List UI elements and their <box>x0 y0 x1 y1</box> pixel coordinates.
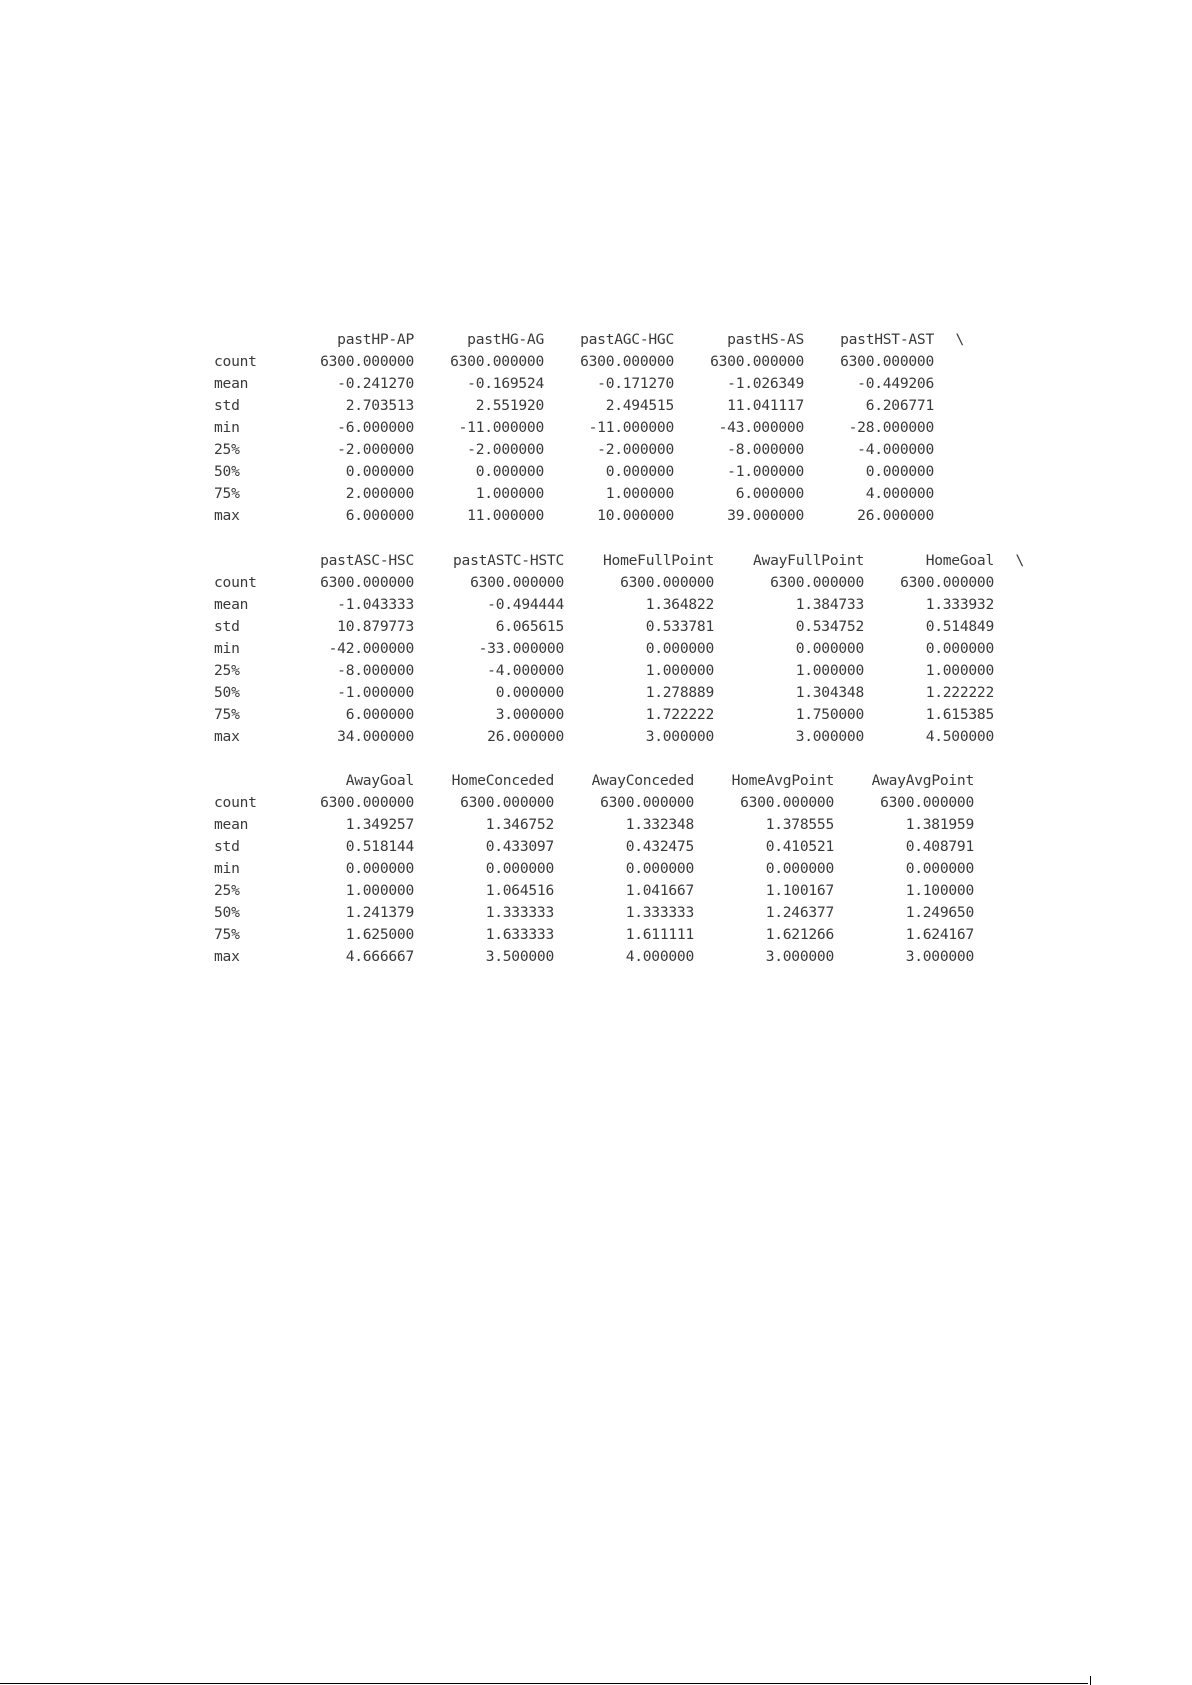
table-cell: 6300.000000 <box>840 353 934 370</box>
row-label: std <box>214 838 240 855</box>
table-cell: 1.100167 <box>765 882 834 899</box>
row-label: std <box>214 397 240 414</box>
table-cell: 1.333333 <box>625 904 694 921</box>
table-cell: -1.000000 <box>337 684 414 701</box>
table-cell: 6300.000000 <box>580 353 674 370</box>
column-header: AwayConceded <box>591 772 694 789</box>
column-header: pastASC-HSC <box>320 552 414 569</box>
table-cell: 0.514849 <box>925 618 994 635</box>
table-cell: 6.000000 <box>345 706 414 723</box>
table-cell: 4.000000 <box>625 948 694 965</box>
table-cell: 1.333333 <box>485 904 554 921</box>
table-cell: 0.408791 <box>905 838 974 855</box>
column-header: AwayFullPoint <box>753 552 864 569</box>
table-cell: 1.364822 <box>645 596 714 613</box>
table-row <box>214 594 1024 616</box>
table-cell: 0.000000 <box>625 860 694 877</box>
index-header <box>214 329 284 351</box>
table-cell: 0.000000 <box>485 860 554 877</box>
table-cell: 1.000000 <box>645 662 714 679</box>
table-cell: 2.703513 <box>345 397 414 414</box>
table-row <box>214 483 964 505</box>
table-cell: 6300.000000 <box>620 574 714 591</box>
table-cell: 26.000000 <box>487 728 564 745</box>
table-cell: 6300.000000 <box>880 794 974 811</box>
table-row <box>214 395 964 417</box>
table-cell: -8.000000 <box>727 441 804 458</box>
table-cell: 6300.000000 <box>460 794 554 811</box>
table-row <box>214 682 1024 704</box>
table-row <box>214 792 974 814</box>
table-row <box>214 726 1024 748</box>
table-cell: 2.000000 <box>345 485 414 502</box>
row-label: max <box>214 728 240 745</box>
table-cell: 1.249650 <box>905 904 974 921</box>
row-label: 25% <box>214 882 240 899</box>
table-cell: 6300.000000 <box>600 794 694 811</box>
table-row <box>214 836 974 858</box>
column-header: HomeFullPoint <box>603 552 714 569</box>
table-cell: 1.304348 <box>795 684 864 701</box>
column-header: pastHG-AG <box>467 331 544 348</box>
table-cell: 0.534752 <box>795 618 864 635</box>
table-cell: 6300.000000 <box>450 353 544 370</box>
table-header-row <box>214 550 1024 572</box>
table-row <box>214 461 964 483</box>
table-cell: 39.000000 <box>727 507 804 524</box>
table-cell: 0.000000 <box>495 684 564 701</box>
table-cell: 1.000000 <box>925 662 994 679</box>
table-cell: 1.332348 <box>625 816 694 833</box>
table-row <box>214 572 1024 594</box>
table-cell: 1.064516 <box>485 882 554 899</box>
table-cell: 11.041117 <box>727 397 804 414</box>
table-cell: -4.000000 <box>487 662 564 679</box>
table-cell: -33.000000 <box>478 640 564 657</box>
table-cell: 1.621266 <box>765 926 834 943</box>
table-cell: 1.381959 <box>905 816 974 833</box>
table-cell: 1.100000 <box>905 882 974 899</box>
column-header: pastASTC-HSTC <box>453 552 564 569</box>
table-cell: 6300.000000 <box>320 353 414 370</box>
row-label: count <box>214 794 257 811</box>
table-cell: 1.000000 <box>475 485 544 502</box>
table-cell: -0.169524 <box>467 375 544 392</box>
table-cell: 3.000000 <box>795 728 864 745</box>
column-header: AwayGoal <box>345 772 414 789</box>
table-row <box>214 351 964 373</box>
table-cell: 0.000000 <box>905 860 974 877</box>
table-cell: 26.000000 <box>857 507 934 524</box>
row-label: max <box>214 507 240 524</box>
column-header: pastAGC-HGC <box>580 331 674 348</box>
table-cell: -0.171270 <box>597 375 674 392</box>
table-cell: 0.000000 <box>345 463 414 480</box>
table-cell: 3.500000 <box>485 948 554 965</box>
table-cell: 1.222222 <box>925 684 994 701</box>
table-cell: 1.750000 <box>795 706 864 723</box>
table-cell: 0.000000 <box>475 463 544 480</box>
table-cell: 1.615385 <box>925 706 994 723</box>
table-cell: -4.000000 <box>857 441 934 458</box>
table-cell: 1.611111 <box>625 926 694 943</box>
table-cell: 1.384733 <box>795 596 864 613</box>
table-row <box>214 946 974 968</box>
table-row <box>214 902 974 924</box>
continuation-mark: \ <box>955 331 964 348</box>
table-cell: 6.000000 <box>735 485 804 502</box>
table-row <box>214 417 964 439</box>
index-header <box>214 550 284 572</box>
table-cell: -1.043333 <box>337 596 414 613</box>
table-cell: 0.432475 <box>625 838 694 855</box>
column-header: HomeAvgPoint <box>731 772 834 789</box>
row-label: 75% <box>214 926 240 943</box>
table-row <box>214 880 974 902</box>
table-cell: -43.000000 <box>718 419 804 436</box>
table-cell: 6300.000000 <box>320 574 414 591</box>
table-cell: -11.000000 <box>458 419 544 436</box>
table-cell: 1.000000 <box>345 882 414 899</box>
continuation-mark: \ <box>1015 552 1024 569</box>
column-header: HomeConceded <box>451 772 554 789</box>
row-label: 25% <box>214 441 240 458</box>
table-cell: -2.000000 <box>467 441 544 458</box>
row-label: min <box>214 640 240 657</box>
table-cell: 1.000000 <box>605 485 674 502</box>
row-label: mean <box>214 816 249 833</box>
table-cell: 1.241379 <box>345 904 414 921</box>
table-cell: 1.722222 <box>645 706 714 723</box>
row-label: min <box>214 419 240 436</box>
table-cell: 1.000000 <box>795 662 864 679</box>
column-header: AwayAvgPoint <box>871 772 974 789</box>
page-footer-tick <box>1090 1676 1091 1685</box>
table-cell: 0.433097 <box>485 838 554 855</box>
table-row <box>214 638 1024 660</box>
row-label: max <box>214 948 240 965</box>
column-header: pastHP-AP <box>337 331 414 348</box>
row-label: 75% <box>214 485 240 502</box>
row-label: mean <box>214 596 249 613</box>
table-cell: 0.000000 <box>345 860 414 877</box>
table-cell: 2.494515 <box>605 397 674 414</box>
table-cell: 3.000000 <box>905 948 974 965</box>
row-label: 50% <box>214 463 240 480</box>
table-cell: 6300.000000 <box>320 794 414 811</box>
table-row <box>214 505 964 527</box>
table-cell: 0.518144 <box>345 838 414 855</box>
table-cell: -2.000000 <box>597 441 674 458</box>
table-cell: 0.000000 <box>865 463 934 480</box>
table-cell: 0.000000 <box>765 860 834 877</box>
describe-table-3 <box>214 770 974 968</box>
table-cell: 4.500000 <box>925 728 994 745</box>
index-header <box>214 770 284 792</box>
table-cell: -6.000000 <box>337 419 414 436</box>
table-cell: 0.000000 <box>925 640 994 657</box>
table-cell: 34.000000 <box>337 728 414 745</box>
table-cell: 6300.000000 <box>900 574 994 591</box>
table-cell: -8.000000 <box>337 662 414 679</box>
table-cell: 1.246377 <box>765 904 834 921</box>
table-cell: 1.041667 <box>625 882 694 899</box>
table-cell: 1.278889 <box>645 684 714 701</box>
table-cell: 1.349257 <box>345 816 414 833</box>
table-row <box>214 660 1024 682</box>
table-cell: 3.000000 <box>765 948 834 965</box>
table-row <box>214 439 964 461</box>
table-cell: 2.551920 <box>475 397 544 414</box>
table-row <box>214 924 974 946</box>
table-cell: 6.000000 <box>345 507 414 524</box>
table-header-row <box>214 329 964 351</box>
table-cell: 1.633333 <box>485 926 554 943</box>
table-header-row <box>214 770 974 792</box>
table-cell: -11.000000 <box>588 419 674 436</box>
row-label: 75% <box>214 706 240 723</box>
table-cell: 0.410521 <box>765 838 834 855</box>
table-cell: -42.000000 <box>328 640 414 657</box>
describe-table-1 <box>214 329 964 527</box>
table-cell: 0.000000 <box>605 463 674 480</box>
row-label: 50% <box>214 904 240 921</box>
column-header: pastHST-AST <box>840 331 934 348</box>
row-label: std <box>214 618 240 635</box>
table-cell: 10.879773 <box>337 618 414 635</box>
table-cell: 1.625000 <box>345 926 414 943</box>
table-cell: -0.449206 <box>857 375 934 392</box>
row-label: 50% <box>214 684 240 701</box>
row-label: count <box>214 574 257 591</box>
table-cell: 6300.000000 <box>770 574 864 591</box>
table-cell: -1.026349 <box>727 375 804 392</box>
table-cell: 6300.000000 <box>710 353 804 370</box>
table-cell: 3.000000 <box>645 728 714 745</box>
table-cell: 6300.000000 <box>740 794 834 811</box>
table-cell: 11.000000 <box>467 507 544 524</box>
table-cell: -2.000000 <box>337 441 414 458</box>
table-cell: 0.533781 <box>645 618 714 635</box>
table-row <box>214 858 974 880</box>
row-label: count <box>214 353 257 370</box>
table-cell: 6.065615 <box>495 618 564 635</box>
column-header: pastHS-AS <box>727 331 804 348</box>
table-cell: 1.378555 <box>765 816 834 833</box>
table-row <box>214 814 974 836</box>
table-cell: 0.000000 <box>645 640 714 657</box>
table-cell: 10.000000 <box>597 507 674 524</box>
row-label: 25% <box>214 662 240 679</box>
table-cell: 4.000000 <box>865 485 934 502</box>
describe-table-2 <box>214 550 1024 748</box>
table-cell: 1.346752 <box>485 816 554 833</box>
table-cell: -28.000000 <box>848 419 934 436</box>
page-footer-rule <box>0 1683 1088 1684</box>
table-cell: 3.000000 <box>495 706 564 723</box>
table-row <box>214 704 1024 726</box>
table-cell: 6.206771 <box>865 397 934 414</box>
table-cell: 4.666667 <box>345 948 414 965</box>
table-cell: 1.333932 <box>925 596 994 613</box>
table-row <box>214 373 964 395</box>
table-cell: 1.624167 <box>905 926 974 943</box>
table-cell: -0.494444 <box>487 596 564 613</box>
table-cell: -0.241270 <box>337 375 414 392</box>
row-label: mean <box>214 375 249 392</box>
table-row <box>214 616 1024 638</box>
row-label: min <box>214 860 240 877</box>
column-header: HomeGoal <box>925 552 994 569</box>
table-cell: 0.000000 <box>795 640 864 657</box>
table-cell: -1.000000 <box>727 463 804 480</box>
table-cell: 6300.000000 <box>470 574 564 591</box>
